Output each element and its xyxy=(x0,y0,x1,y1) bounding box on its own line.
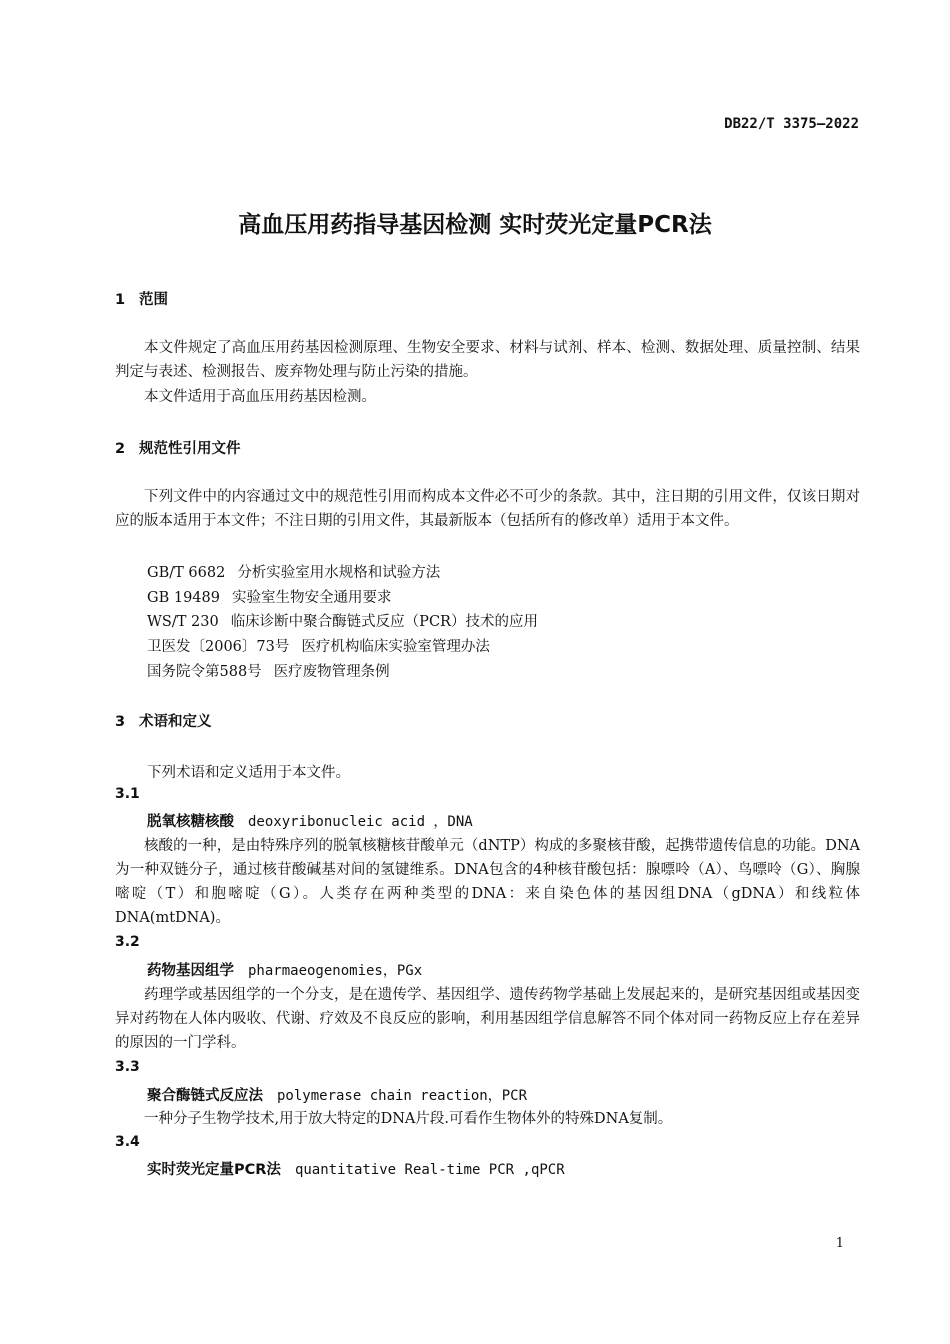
section-number: 1 xyxy=(115,292,126,308)
reference-item xyxy=(147,586,391,607)
document-number: DB22/T 3375—2022 xyxy=(724,116,859,132)
term-heading xyxy=(147,1084,527,1105)
reference-item xyxy=(147,610,538,631)
document-title: 高血压用药指导基因检测 实时荧光定量PCR法 xyxy=(238,212,712,238)
page-number: 1 xyxy=(835,1236,844,1251)
reference-item xyxy=(147,561,440,582)
term-definition: 一种分子生物学技术,用于放大特定的DNA片段.可看作生物体外的特殊DNA复制。 xyxy=(144,1111,673,1127)
reference-title: 医疗机构临床实验室管理办法 xyxy=(301,639,490,655)
section-2-heading xyxy=(115,437,241,458)
term-zh: 实时荧光定量PCR法 xyxy=(147,1162,281,1178)
term-number: 3.4 xyxy=(115,1134,140,1150)
term-number: 3.1 xyxy=(115,786,140,802)
term-number: 3.2 xyxy=(115,934,140,950)
section-title: 规范性引用文件 xyxy=(139,441,241,457)
section-title: 范围 xyxy=(139,292,168,308)
section-title: 术语和定义 xyxy=(139,714,212,730)
section-number: 2 xyxy=(115,441,126,457)
reference-title: 医疗废物管理条例 xyxy=(273,664,390,680)
term-number: 3.3 xyxy=(115,1059,140,1075)
reference-item xyxy=(147,660,390,681)
section-3-heading xyxy=(115,710,212,731)
section-3-intro: 下列术语和定义适用于本文件。 xyxy=(147,765,350,781)
section-2-paragraph-1: 下列文件中的内容通过文中的规范性引用而构成本文件必不可少的条款。其中，注日期的引用文件，仅该日期对应的版本适用于本文件；不注日期的引用文件，其最新版本（包括所有的修改单）适用于本文件。 xyxy=(115,489,860,529)
reference-code: GB/T 6682 xyxy=(147,565,226,581)
reference-code: GB 19489 xyxy=(147,590,220,606)
reference-code: 国务院令第588号 xyxy=(147,664,262,680)
reference-title: 实验室生物安全通用要求 xyxy=(231,590,392,606)
section-number: 3 xyxy=(115,714,126,730)
term-en: deoxyribonucleic acid ，DNA xyxy=(248,814,473,830)
reference-code: 卫医发〔2006〕73号 xyxy=(147,639,290,655)
reference-title: 临床诊断中聚合酶链式反应（PCR）技术的应用 xyxy=(230,614,538,630)
term-definition: 药理学或基因组学的一个分支，是在遗传学、基因组学、遗传药物学基础上发展起来的，是研究基因组或基因变异对药物在人体内吸收、代谢、疗效及不良反应的影响，利用基因组学信息解答不同个体对同一药物反应上存在差异的原因的一门学科。 xyxy=(115,987,860,1051)
term-heading xyxy=(147,810,473,831)
term-heading xyxy=(147,959,422,980)
section-1-heading xyxy=(115,288,168,309)
reference-title: 分析实验室用水规格和试验方法 xyxy=(237,565,441,581)
section-1-paragraph-1: 本文件规定了高血压用药基因检测原理、生物安全要求、材料与试剂、样本、检测、数据处理、质量控制、结果判定与表述、检测报告、废弃物处理与防止污染的措施。 xyxy=(115,340,860,380)
term-heading xyxy=(147,1158,565,1179)
term-zh: 药物基因组学 xyxy=(147,963,234,979)
term-zh: 脱氧核糖核酸 xyxy=(147,814,234,830)
term-definition: 核酸的一种，是由特殊序列的脱氧核糖核苷酸单元（dNTP）构成的多聚核苷酸，起携带遗传信息的功能。DNA为一种双链分子，通过核苷酸碱基对间的氢键维系。DNA包含的4种核苷酸包括：腺嘌呤（A）、鸟嘌呤（G）、胸腺嘧啶（T）和胞嘧啶（G）。人类存在两种类型的DNA：来自染色体的基因组DNA（gDNA）和线粒体DNA(mtDNA)。 xyxy=(115,838,860,926)
term-en: polymerase chain reaction，PCR xyxy=(277,1088,528,1104)
reference-item xyxy=(147,635,490,656)
term-zh: 聚合酶链式反应法 xyxy=(147,1088,263,1104)
section-1-paragraph-2: 本文件适用于高血压用药基因检测。 xyxy=(144,389,376,405)
term-en: quantitative Real-time PCR ,qPCR xyxy=(294,1162,565,1178)
reference-code: WS/T 230 xyxy=(147,614,219,630)
term-en: pharmaeogenomies，PGx xyxy=(248,963,423,979)
